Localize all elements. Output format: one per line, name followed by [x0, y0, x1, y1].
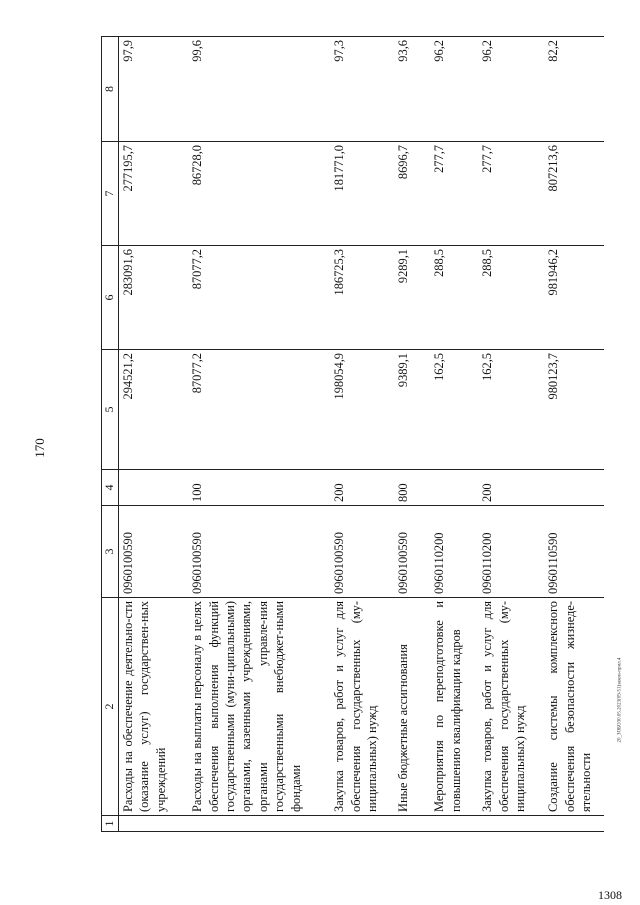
- value-col-5: 87077,2: [188, 350, 330, 470]
- document-code: 20_ЗОБО30.05.2023(09-51)закон-прил.4: [617, 657, 623, 743]
- value-col-6: 288,5: [478, 246, 544, 350]
- value-col-6: 186725,3: [330, 246, 394, 350]
- expense-name: Мероприятия по переподготовке и повышению квалификации кадров: [430, 598, 478, 816]
- table-row: [330, 37, 394, 832]
- expense-name: Закупка товаров, работ и услуг для обеспечения государственных (му-ниципальных) нужд: [330, 598, 394, 816]
- value-col-5: 162,5: [478, 350, 544, 470]
- column-header: 8: [102, 37, 119, 142]
- value-col-7: 807213,6: [544, 142, 604, 246]
- expense-type: 100: [188, 470, 330, 506]
- table-row: [394, 37, 430, 832]
- value-col-8: 96,2: [430, 37, 478, 142]
- table-row: [188, 37, 330, 832]
- value-col-5: 9389,1: [394, 350, 430, 470]
- expense-type: [430, 470, 478, 506]
- column-header: 6: [102, 246, 119, 350]
- target-code: 0960100590: [330, 506, 394, 598]
- expense-name: Иные бюджетные ассигнования: [394, 598, 430, 816]
- value-col-7: 277,7: [478, 142, 544, 246]
- value-col-8: 99,6: [188, 37, 330, 142]
- value-col-6: 9289,1: [394, 246, 430, 350]
- value-col-8: 97,3: [330, 37, 394, 142]
- row-index-cell: [430, 816, 478, 832]
- expense-name: Расходы на выплаты персоналу в целях обеспечения выполнения функций государственными (муни-ципальными) органами, казенными учреждениями, органами управле-ния государственными внебюджет-ными фондами: [188, 598, 330, 816]
- rotated-table-area: [101, 37, 594, 832]
- value-col-6: 283091,6: [118, 246, 188, 350]
- row-index-cell: [544, 816, 604, 832]
- value-col-7: 277,7: [430, 142, 478, 246]
- table-row: [544, 37, 604, 832]
- value-col-5: 980123,7: [544, 350, 604, 470]
- value-col-8: 93,6: [394, 37, 430, 142]
- expense-type: [544, 470, 604, 506]
- value-col-6: 87077,2: [188, 246, 330, 350]
- value-col-7: 8696,7: [394, 142, 430, 246]
- value-col-7: 181771,0: [330, 142, 394, 246]
- value-col-8: 82,2: [544, 37, 604, 142]
- value-col-5: 162,5: [430, 350, 478, 470]
- sheet-number: 1308: [598, 888, 622, 902]
- value-col-7: 86728,0: [188, 142, 330, 246]
- value-col-6: 981946,2: [544, 246, 604, 350]
- row-index-cell: [394, 816, 430, 832]
- expense-name: Создание системы комплексного обеспечения безопасности жизнеде-ятельности: [544, 598, 604, 816]
- column-header: 3: [102, 506, 119, 598]
- expense-name: Закупка товаров, работ и услуг для обеспечения государственных (му-ниципальных) нужд: [478, 598, 544, 816]
- target-code: 0960100590: [188, 506, 330, 598]
- table-row: [118, 37, 188, 832]
- column-header: 1: [102, 816, 119, 832]
- target-code: 0960110590: [544, 506, 604, 598]
- expense-name: Расходы на обеспечение деятельно-сти (оказание услуг) государствен-ных учреждений: [118, 598, 188, 816]
- row-index-cell: [118, 816, 188, 832]
- target-code: 0960110200: [478, 506, 544, 598]
- value-col-8: 97,9: [118, 37, 188, 142]
- table-row: [478, 37, 544, 832]
- row-index-cell: [188, 816, 330, 832]
- budget-table: [101, 36, 604, 832]
- expense-type: [118, 470, 188, 506]
- row-index-cell: [330, 816, 394, 832]
- target-code: 0960100590: [394, 506, 430, 598]
- value-col-8: 96,2: [478, 37, 544, 142]
- target-code: 0960110200: [430, 506, 478, 598]
- column-header: 2: [102, 598, 119, 816]
- value-col-5: 198054,9: [330, 350, 394, 470]
- expense-type: 200: [330, 470, 394, 506]
- expense-type: 800: [394, 470, 430, 506]
- column-header: 5: [102, 350, 119, 470]
- header-row: [102, 37, 119, 832]
- table-row: [430, 37, 478, 832]
- page-number: 170: [32, 438, 47, 458]
- value-col-7: 277195,7: [118, 142, 188, 246]
- column-header: 7: [102, 142, 119, 246]
- target-code: 0960100590: [118, 506, 188, 598]
- expense-type: 200: [478, 470, 544, 506]
- value-col-6: 288,5: [430, 246, 478, 350]
- value-col-5: 294521,2: [118, 350, 188, 470]
- row-index-cell: [478, 816, 544, 832]
- column-header: 4: [102, 470, 119, 506]
